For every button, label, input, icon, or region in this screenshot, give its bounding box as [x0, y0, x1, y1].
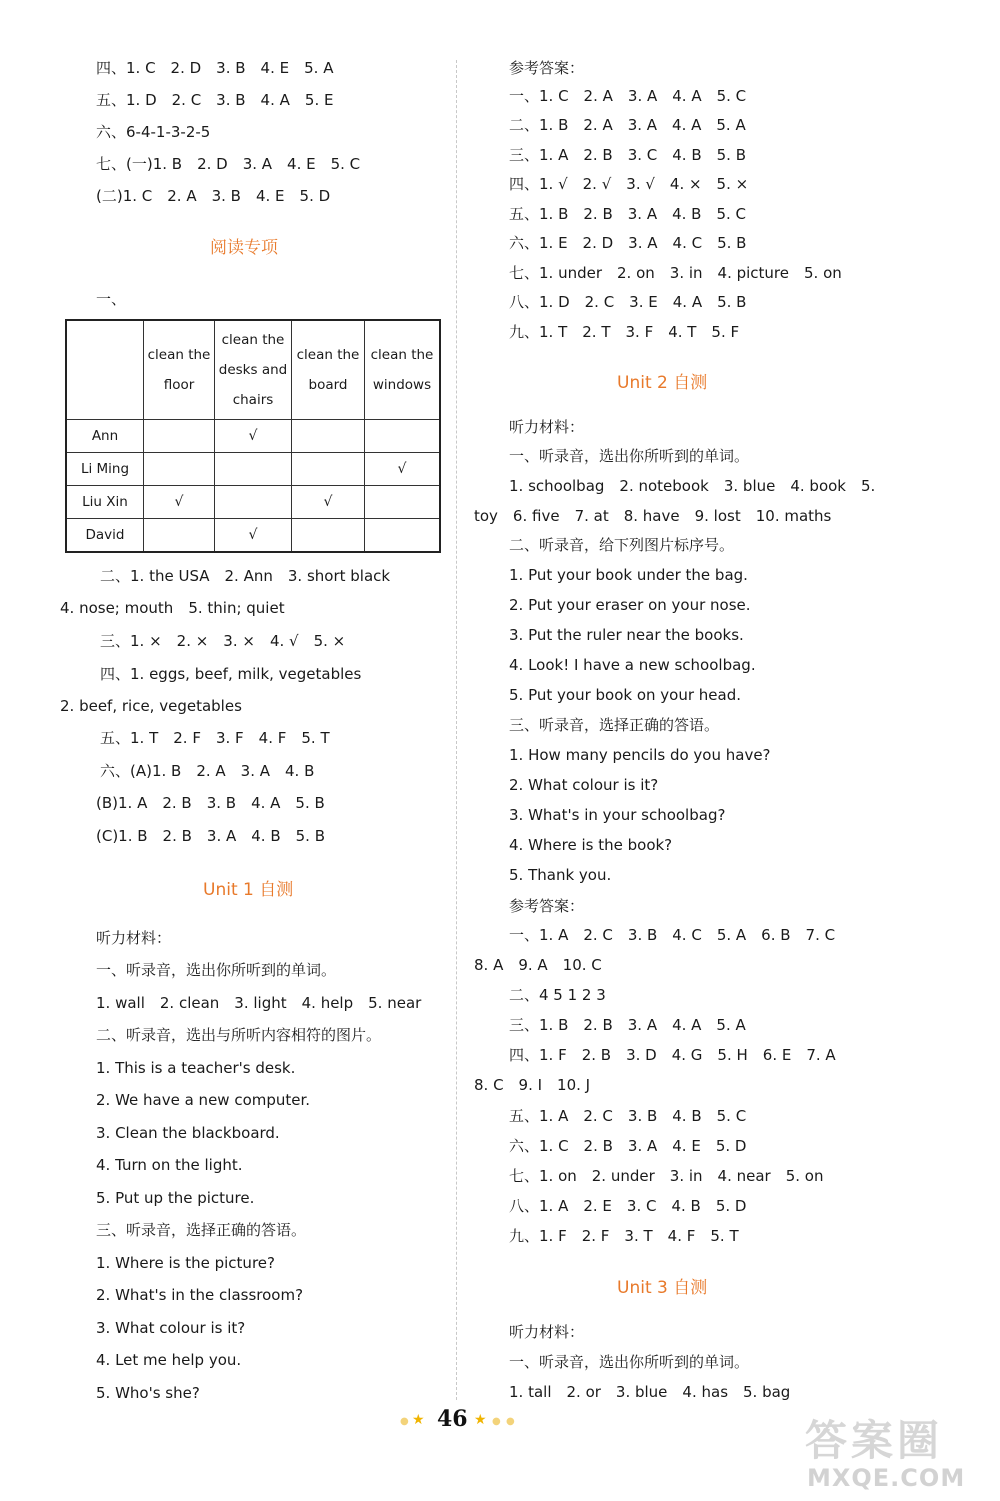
text-line: 4. Look! I have a new schoolbag.: [509, 656, 756, 674]
answer-line: 四、1. C 2. D 3. B 4. E 5. A: [96, 59, 334, 77]
row-name: Ann: [66, 420, 144, 453]
unit2-title: Unit 2 自测: [617, 373, 708, 393]
text-line: 参考答案：: [509, 59, 585, 77]
answer-line: 一、1. C 2. A 3. A 4. A 5. C: [509, 87, 747, 105]
chores-table: [65, 319, 441, 553]
answer-line: 九、1. T 2. T 3. F 4. T 5. F: [509, 323, 740, 341]
check-cell: √: [215, 420, 292, 453]
dot-icon: ●: [506, 1416, 515, 1427]
answer-line: (二)1. C 2. A 3. B 4. E 5. D: [96, 187, 331, 205]
table-row: [66, 453, 440, 486]
watermark-url: MXQE.COM: [807, 1464, 966, 1492]
text-line: 1. Where is the picture?: [96, 1254, 275, 1272]
text-line: 4. Where is the book?: [509, 836, 673, 854]
answer-line: (C)1. B 2. B 3. A 4. B 5. B: [96, 827, 325, 845]
answer-line: 8. A 9. A 10. C: [474, 956, 602, 974]
text-line: 5. Put your book on your head.: [509, 686, 742, 704]
text-line: 2. We have a new computer.: [96, 1091, 311, 1109]
text-line: 3. Put the ruler near the books.: [509, 626, 744, 644]
page-footer: [400, 1406, 530, 1434]
text-line: 二、听录音，选出与所听内容相符的图片。: [96, 1026, 382, 1044]
row-name: David: [66, 519, 144, 553]
table-header-cell: clean the desks and chairs: [215, 320, 292, 420]
table-header-cell: clean the windows: [365, 320, 441, 420]
answer-line: 8. C 9. I 10. J: [474, 1076, 591, 1094]
answer-line: 五、1. B 2. B 3. A 4. B 5. C: [509, 205, 747, 223]
star-icon: ★: [412, 1412, 425, 1428]
check-cell: [292, 453, 365, 486]
check-cell: √: [144, 486, 215, 519]
section-label: 一、: [96, 290, 127, 308]
answer-line: 四、1. eggs, beef, milk, vegetables: [100, 665, 362, 683]
answer-line: 六、1. C 2. B 3. A 4. E 5. D: [509, 1137, 747, 1155]
table-corner-cell: [66, 320, 144, 420]
check-cell: [292, 420, 365, 453]
text-line: 4. Turn on the light.: [96, 1156, 243, 1174]
answer-line: 三、1. × 2. × 3. × 4. √ 5. ×: [100, 632, 346, 650]
text-line: 5. Put up the picture.: [96, 1189, 255, 1207]
check-cell: [144, 519, 215, 553]
answer-line: 九、1. F 2. F 3. T 4. F 5. T: [509, 1227, 739, 1245]
text-line: 1. This is a teacher's desk.: [96, 1059, 296, 1077]
unit1-title: Unit 1 自测: [203, 880, 294, 900]
check-cell: [292, 519, 365, 553]
check-cell: √: [365, 453, 441, 486]
answer-line: 一、1. A 2. C 3. B 4. C 5. A 6. B 7. C: [509, 926, 836, 944]
answer-line: 六、(A)1. B 2. A 3. A 4. B: [100, 762, 315, 780]
text-line: 1. Put your book under the bag.: [509, 566, 748, 584]
text-line: 1. tall 2. or 3. blue 4. has 5. bag: [509, 1383, 791, 1401]
text-line: 三、听录音，选择正确的答语。: [96, 1221, 307, 1239]
text-line: 三、听录音，选择正确的答语。: [509, 716, 720, 734]
check-cell: [215, 453, 292, 486]
text-line: 一、听录音，选出你所听到的单词。: [96, 961, 337, 979]
text-line: 二、听录音，给下列图片标序号。: [509, 536, 735, 554]
answer-line: 八、1. A 2. E 3. C 4. B 5. D: [509, 1197, 747, 1215]
text-line: 听力材料：: [509, 418, 585, 436]
check-cell: [215, 486, 292, 519]
row-name: Liu Xin: [66, 486, 144, 519]
text-line: 1. How many pencils do you have?: [509, 746, 771, 764]
check-cell: [144, 420, 215, 453]
row-name: Li Ming: [66, 453, 144, 486]
answer-line: (B)1. A 2. B 3. B 4. A 5. B: [96, 794, 325, 812]
text-line: 5. Thank you.: [509, 866, 612, 884]
text-line: 3. What's in your schoolbag?: [509, 806, 726, 824]
answer-line: 五、1. T 2. F 3. F 4. F 5. T: [100, 729, 330, 747]
answer-line: 五、1. D 2. C 3. B 4. A 5. E: [96, 91, 334, 109]
text-line: 5. Who's she?: [96, 1384, 200, 1402]
answer-line: 二、1. B 2. A 3. A 4. A 5. A: [509, 116, 746, 134]
table-row: [66, 519, 440, 553]
answer-line: 七、1. under 2. on 3. in 4. picture 5. on: [509, 264, 842, 282]
answer-line: 五、1. A 2. C 3. B 4. B 5. C: [509, 1107, 747, 1125]
dot-icon: ●: [400, 1416, 409, 1427]
table-header-cell: clean the board: [292, 320, 365, 420]
watermark-logo-text: 答案圈: [805, 1416, 944, 1465]
check-cell: [365, 486, 441, 519]
answer-line: 八、1. D 2. C 3. E 4. A 5. B: [509, 293, 747, 311]
column-divider: [456, 60, 457, 1400]
table-header-cell: clean the floor: [144, 320, 215, 420]
table-row: [66, 486, 440, 519]
check-cell: √: [215, 519, 292, 553]
dot-icon: ●: [492, 1416, 501, 1427]
answer-line: 二、1. the USA 2. Ann 3. short black: [100, 567, 391, 585]
answer-line: 四、1. √ 2. √ 3. √ 4. × 5. ×: [509, 175, 749, 193]
answer-line: 4. nose; mouth 5. thin; quiet: [60, 599, 285, 617]
text-line: toy 6. five 7. at 8. have 9. lost 10. maths: [474, 507, 832, 525]
text-line: 2. Put your eraser on your nose.: [509, 596, 751, 614]
answer-line: 三、1. B 2. B 3. A 4. A 5. A: [509, 1016, 746, 1034]
table-row: [66, 420, 440, 453]
text-line: 一、听录音，选出你所听到的单词。: [509, 1353, 750, 1371]
text-line: 1. schoolbag 2. notebook 3. blue 4. book 5.: [509, 477, 876, 495]
unit3-title: Unit 3 自测: [617, 1278, 708, 1298]
check-cell: [365, 420, 441, 453]
answer-line: 二、4 5 1 2 3: [509, 986, 606, 1004]
text-line: 4. Let me help you.: [96, 1351, 242, 1369]
watermark: [805, 1408, 995, 1498]
answer-line: 2. beef, rice, vegetables: [60, 697, 242, 715]
text-line: 3. Clean the blackboard.: [96, 1124, 280, 1142]
text-line: 听力材料：: [509, 1323, 585, 1341]
text-line: 听力材料：: [96, 929, 172, 947]
text-line: 2. What colour is it?: [509, 776, 659, 794]
answer-line: 六、6-4-1-3-2-5: [96, 123, 211, 141]
text-line: 2. What's in the classroom?: [96, 1286, 304, 1304]
page-number: 46: [437, 1406, 468, 1432]
answer-line: 六、1. E 2. D 3. A 4. C 5. B: [509, 234, 747, 252]
answer-line: 三、1. A 2. B 3. C 4. B 5. B: [509, 146, 747, 164]
answer-line: 七、(一)1. B 2. D 3. A 4. E 5. C: [96, 155, 361, 173]
text-line: 1. wall 2. clean 3. light 4. help 5. near: [96, 994, 422, 1012]
text-line: 参考答案：: [509, 897, 585, 915]
reading-section-title: 阅读专项: [210, 238, 278, 258]
check-cell: √: [292, 486, 365, 519]
check-cell: [365, 519, 441, 553]
answer-line: 四、1. F 2. B 3. D 4. G 5. H 6. E 7. A: [509, 1046, 836, 1064]
star-icon: ★: [474, 1412, 487, 1428]
text-line: 一、听录音，选出你所听到的单词。: [509, 447, 750, 465]
text-line: 3. What colour is it?: [96, 1319, 246, 1337]
answer-line: 七、1. on 2. under 3. in 4. near 5. on: [509, 1167, 824, 1185]
check-cell: [144, 453, 215, 486]
